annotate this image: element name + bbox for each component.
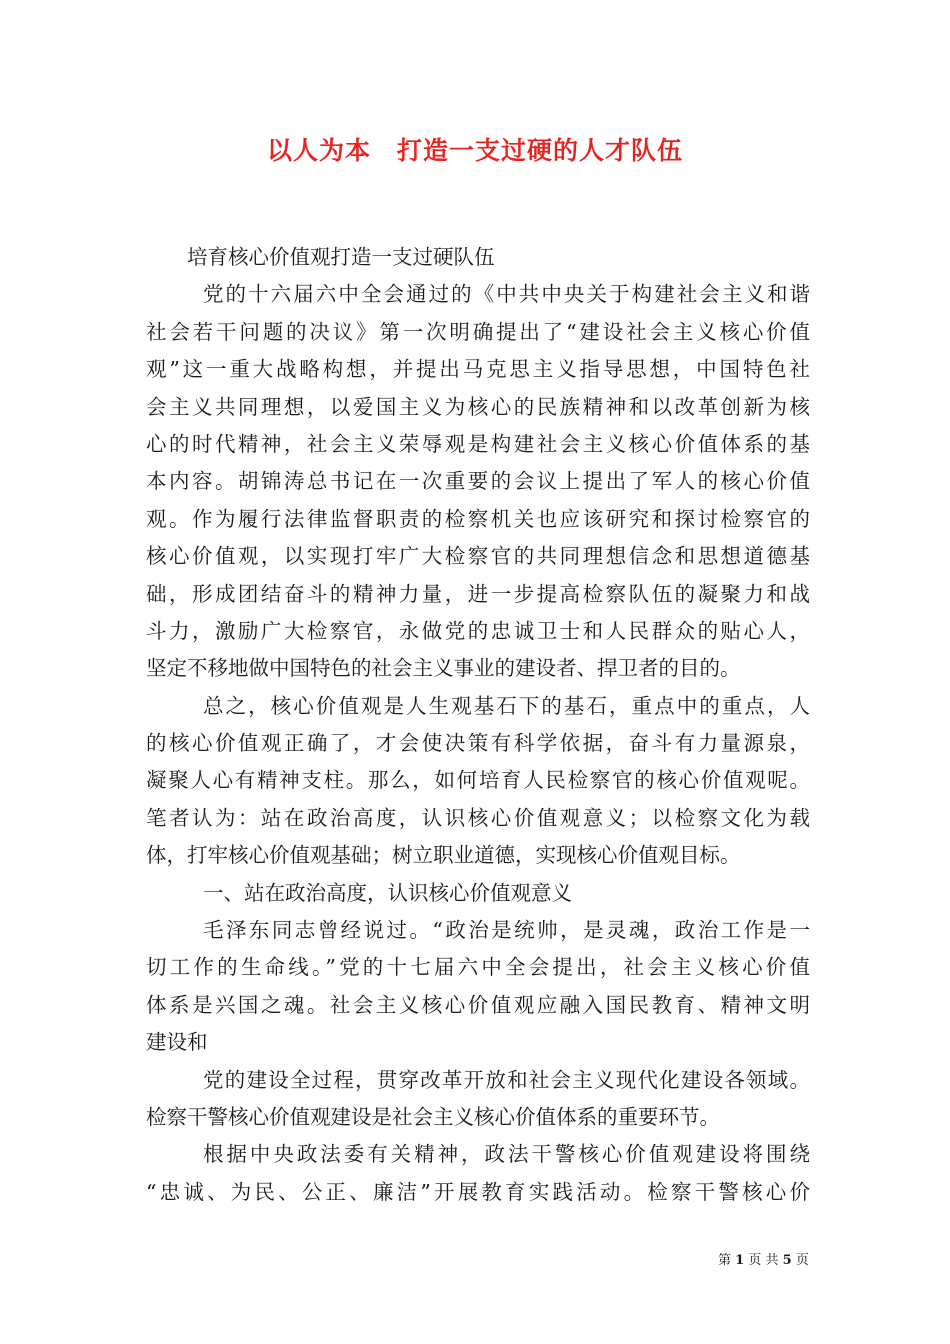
text-line: 斗力，激励广大检察官，永做党的忠诚卫士和人民群众的贴心人， — [146, 618, 810, 643]
page-footer — [718, 1249, 809, 1268]
text-line: 毛泽东同志曾经说过。“政治是统帅，是灵魂，政治工作是一 — [203, 918, 810, 943]
text-line: 的核心价值观正确了，才会使决策有科学依据，奋斗有力量源泉， — [146, 731, 810, 756]
text-line: 心的时代精神，社会主义荣辱观是构建社会主义核心价值体系的基 — [146, 431, 810, 456]
text-line: 一、站在政治高度，认识核心价值观意义 — [203, 880, 572, 905]
text-line: 社会若干问题的决议》第一次明确提出了“建设社会主义核心价值 — [146, 319, 810, 344]
text-line: 核心价值观，以实现打牢广大检察官的共同理想信念和思想道德基 — [146, 544, 810, 569]
text-line: 观。作为履行法律监督职责的检察机关也应该研究和探讨检察官的 — [146, 506, 810, 531]
footer-suffix: 页 — [795, 1253, 809, 1268]
text-line: 切工作的生命线。”党的十七届六中全会提出，社会主义核心价值 — [146, 955, 810, 980]
footer-middle: 页 共 — [748, 1253, 779, 1268]
text-line: 建设和 — [146, 1030, 208, 1055]
text-line: 根据中央政法委有关精神，政法干警核心价值观建设将围绕 — [203, 1142, 810, 1167]
text-line: “忠诚、为民、公正、廉洁”开展教育实践活动。检察干警核心价 — [146, 1179, 810, 1204]
text-line: 本内容。胡锦涛总书记在一次重要的会议上提出了军人的核心价值 — [146, 469, 810, 494]
text-line: 培育核心价值观打造一支过硬队伍 — [187, 245, 495, 269]
footer-page-number: 1 — [735, 1253, 745, 1268]
footer-prefix: 第 — [718, 1253, 732, 1268]
text-line: 坚定不移地做中国特色的社会主义事业的建设者、捍卫者的目的。 — [146, 656, 741, 681]
text-line: 凝聚人心有精神支柱。那么，如何培育人民检察官的核心价值观呢。 — [146, 768, 810, 793]
text-line: 总之，核心价值观是人生观基石下的基石，重点中的重点，人 — [203, 693, 810, 718]
text-line: 体系是兴国之魂。社会主义核心价值观应融入国民教育、精神文明 — [146, 992, 810, 1017]
text-line: 党的十六届六中全会通过的《中共中央关于构建社会主义和谐 — [203, 282, 810, 307]
footer-total-pages: 5 — [782, 1253, 792, 1268]
text-line: 体，打牢核心价值观基础；树立职业道德，实现核心价值观目标。 — [146, 843, 741, 868]
document-title: 以人为本 打造一支过硬的人才队伍 — [266, 136, 683, 165]
text-line: 础，形成团结奋斗的精神力量，进一步提高检察队伍的凝聚力和战 — [146, 581, 810, 606]
document-body — [146, 239, 810, 1211]
text-line: 笔者认为：站在政治高度，认识核心价值观意义；以检察文化为载 — [146, 805, 810, 830]
text-line: 党的建设全过程，贯穿改革开放和社会主义现代化建设各领域。 — [203, 1067, 810, 1092]
text-line: 会主义共同理想，以爱国主义为核心的民族精神和以改革创新为核 — [146, 394, 810, 419]
text-line: 观”这一重大战略构想，并提出马克思主义指导思想，中国特色社 — [146, 357, 810, 382]
text-line: 检察干警核心价值观建设是社会主义核心价值体系的重要环节。 — [146, 1104, 720, 1129]
